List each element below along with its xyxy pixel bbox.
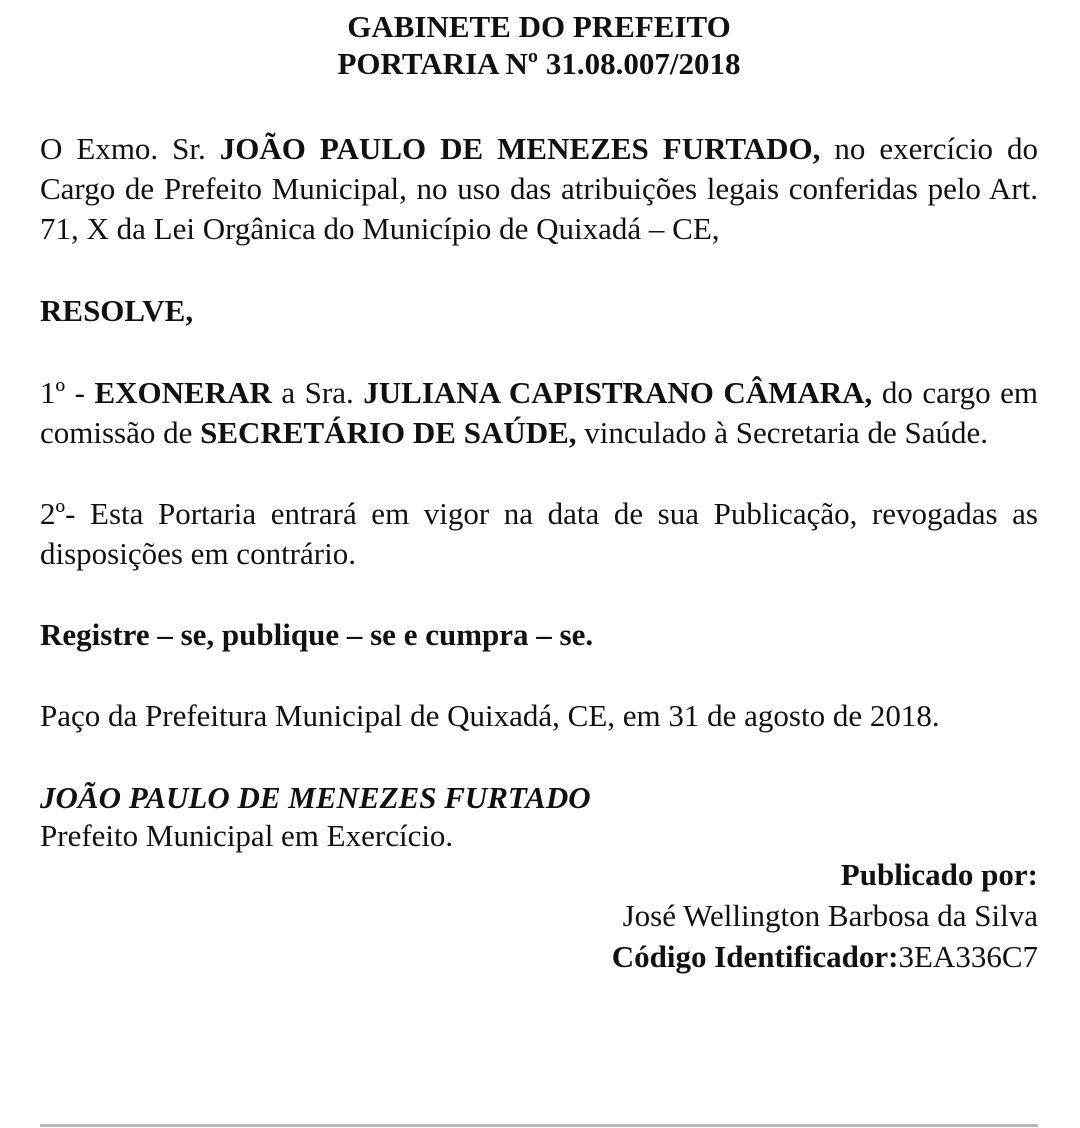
article-1 <box>40 373 1038 453</box>
article-1-number: 1º - <box>40 375 95 410</box>
article-1-position: SECRETÁRIO DE SAÚDE, <box>200 415 577 450</box>
article-1-text-c: vinculado à Secretaria de Saúde. <box>576 415 988 450</box>
article-1-person: JULIANA CAPISTRANO CÂMARA, <box>363 375 873 410</box>
intro-text: no exercício do Cargo de Prefeito Municipal, no uso das atribuições legais conferidas pelo Art. 71, X da Lei Orgânica do Município de Quixadá – CE, <box>40 131 1038 246</box>
article-2: 2º- Esta Portaria entrará em vigor na data de sua Publicação, revogadas as disposições em contrário. <box>40 496 1038 571</box>
mayor-name: JOÃO PAULO DE MENEZES FURTADO, <box>219 131 821 166</box>
identifier-code-value: 3EA336C7 <box>898 939 1038 974</box>
article-1-text-b: do cargo em comissão de <box>40 375 1038 450</box>
closing-formula: Registre – se, publique – se e cumpra – se. <box>40 617 594 652</box>
header-title: GABINETE DO PREFEITO <box>347 9 731 44</box>
publication-block <box>40 854 1038 977</box>
resolve-heading: RESOLVE, <box>40 293 194 328</box>
intro-paragraph <box>40 129 1038 249</box>
signature-name: JOÃO PAULO DE MENEZES FURTADO <box>40 780 591 815</box>
published-by-label: Publicado por: <box>840 857 1038 892</box>
place-date: Paço da Prefeitura Municipal de Quixadá, CE, em 31 de agosto de 2018. <box>40 698 940 733</box>
document-page <box>40 8 1038 977</box>
article-1-text-a: a Sra. <box>271 375 364 410</box>
ordinance-number: PORTARIA Nº 31.08.007/2018 <box>337 46 741 81</box>
signature-role: Prefeito Municipal em Exercício. <box>40 818 454 853</box>
identifier-code-line <box>40 936 1038 977</box>
publisher-name: José Wellington Barbosa da Silva <box>622 898 1038 933</box>
bottom-divider <box>40 1124 1038 1127</box>
identifier-code-label: Código Identificador: <box>611 939 899 974</box>
intro-prefix: O Exmo. Sr. <box>40 131 220 166</box>
article-1-action: EXONERAR <box>94 375 272 410</box>
